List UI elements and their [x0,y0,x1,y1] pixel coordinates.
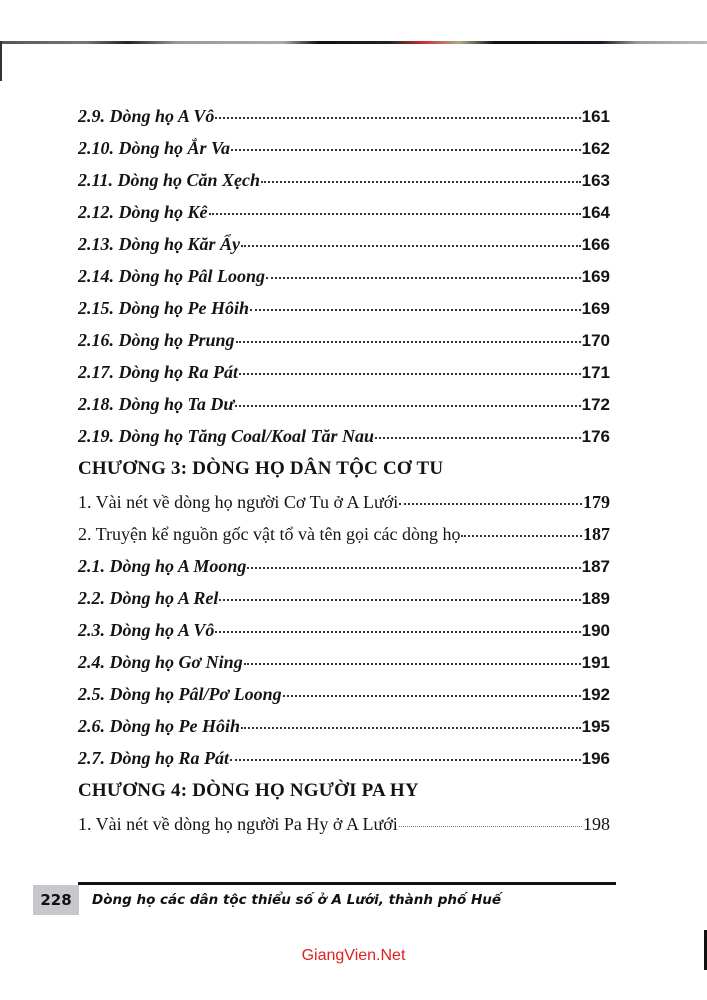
toc-entry-label: 2.10. Dòng họ Ắr Va [78,138,231,158]
toc-leader-dots [244,663,581,665]
toc-entry-page: 161 [581,107,610,126]
toc-entry-page: 169 [581,267,610,286]
toc-leader-dots [261,181,581,183]
toc-entry[interactable] [78,292,610,324]
toc-entry-label: 1. Vài nét về dòng họ người Cơ Tu ở A Lưới [78,492,399,512]
toc-entry[interactable] [78,646,610,678]
toc-entry-label: 2.1. Dòng họ A Moong [78,556,247,576]
toc-entry-label: 2.16. Dòng họ Prung [78,330,235,350]
page-number: 228 [33,885,79,915]
toc-leader-dots [399,503,582,505]
toc-entry-page: 176 [581,427,610,446]
toc-entry[interactable] [78,388,610,420]
toc-entry-label: 2.2. Dòng họ A Rel [78,588,219,608]
toc-entry-page: 187 [583,524,610,544]
toc-entry-page: 191 [581,653,610,672]
toc-leader-dots [215,117,580,119]
chapter-4-heading[interactable]: CHƯƠNG 4: DÒNG HỌ NGƯỜI PA HY [78,780,419,801]
toc-entry[interactable] [78,550,610,582]
page-left-edge [0,41,2,81]
toc-entry-label: 2.19. Dòng họ Tăng Coal/Koal Tăr Nau [78,426,375,446]
toc-entry[interactable] [78,324,610,356]
toc-entry-label: 2.6. Dòng họ Pe Hôih [78,716,241,736]
toc-leader-dots [209,213,581,215]
toc-leader-dots [399,826,582,827]
toc-entry[interactable] [78,710,610,742]
toc-entry[interactable] [78,196,610,228]
toc-entry-page: 195 [581,717,610,736]
toc-entry[interactable] [78,486,610,518]
toc-entry-page: 172 [581,395,610,414]
toc-entry[interactable] [78,420,610,452]
toc-leader-dots [239,373,581,375]
toc-entry[interactable] [78,132,610,164]
toc-leader-dots [250,309,581,311]
toc-entry-page: 192 [581,685,610,704]
toc-entry-page: 179 [583,492,610,512]
toc-entry[interactable] [78,742,610,774]
toc-leader-dots [235,405,580,407]
toc-entry[interactable] [78,228,610,260]
toc-entry-page: 164 [581,203,610,222]
toc-entry-page: 166 [581,235,610,254]
running-title: Dòng họ các dân tộc thiểu số ở A Lưới, thành phố Huế [92,892,502,908]
toc-leader-dots [266,277,581,279]
toc-leader-dots [461,535,582,537]
toc-leader-dots [231,149,581,151]
toc-entry-label: 2.14. Dòng họ Pâl Loong [78,266,266,286]
toc-entry-label: 2. Truyện kể nguồn gốc vật tổ và tên gọi các dòng họ [78,524,461,544]
toc-entry[interactable] [78,582,610,614]
toc-leader-dots [236,341,581,343]
toc-entry[interactable] [78,614,610,646]
toc-entry-page: 190 [581,621,610,640]
toc-entry-page: 163 [581,171,610,190]
toc-leader-dots [241,245,581,247]
toc-entry-page: 162 [581,139,610,158]
toc-entry-page: 171 [581,363,610,382]
page-top-edge [0,41,707,44]
toc-entry-page: 170 [581,331,610,350]
toc-entry-label: 2.12. Dòng họ Kê [78,202,208,222]
toc-entry[interactable] [78,100,610,132]
toc-leader-dots [241,727,581,729]
toc-leader-dots [230,759,581,761]
toc-entry-label: 2.13. Dòng họ Kăr Ẩy [78,234,241,254]
toc-entry-label: 2.4. Dòng họ Gơ Ning [78,652,243,672]
toc-leader-dots [219,599,580,601]
footer-rule [78,882,616,885]
toc-entry-label: 2.18. Dòng họ Ta Dư [78,394,235,414]
chapter-3-heading[interactable]: CHƯƠNG 3: DÒNG HỌ DÂN TỘC CƠ TU [78,458,444,479]
toc-entry-label: 2.7. Dòng họ Ra Pát [78,748,230,768]
toc-leader-dots [283,695,581,697]
toc-entry-page: 196 [581,749,610,768]
toc-entry-label: 2.3. Dòng họ A Vô [78,620,215,640]
toc-entry[interactable] [78,356,610,388]
toc-leader-dots [247,567,580,569]
toc-entry-label: 2.5. Dòng họ Pâl/Pơ Loong [78,684,282,704]
toc-entry[interactable] [78,518,610,550]
toc-entry-label: 1. Vài nét về dòng họ người Pa Hy ở A Lưới [78,814,398,834]
watermark-link[interactable]: GiangVien.Net [301,947,406,964]
table-of-contents [78,100,610,840]
toc-entry[interactable] [78,678,610,710]
toc-entry-label: 2.15. Dòng họ Pe Hôih [78,298,250,318]
toc-entry[interactable] [78,164,610,196]
toc-entry-label: 2.11. Dòng họ Căn Xẹch [78,170,261,190]
toc-leader-dots [375,437,581,439]
toc-entry-page: 187 [581,557,610,576]
toc-entry-label: 2.17. Dòng họ Ra Pát [78,362,239,382]
toc-entry-page: 189 [581,589,610,608]
toc-entry-page: 169 [581,299,610,318]
toc-entry[interactable] [78,808,610,840]
toc-leader-dots [215,631,580,633]
toc-entry-page: 198 [583,814,610,834]
toc-entry-label: 2.9. Dòng họ A Vô [78,106,215,126]
toc-entry[interactable] [78,260,610,292]
